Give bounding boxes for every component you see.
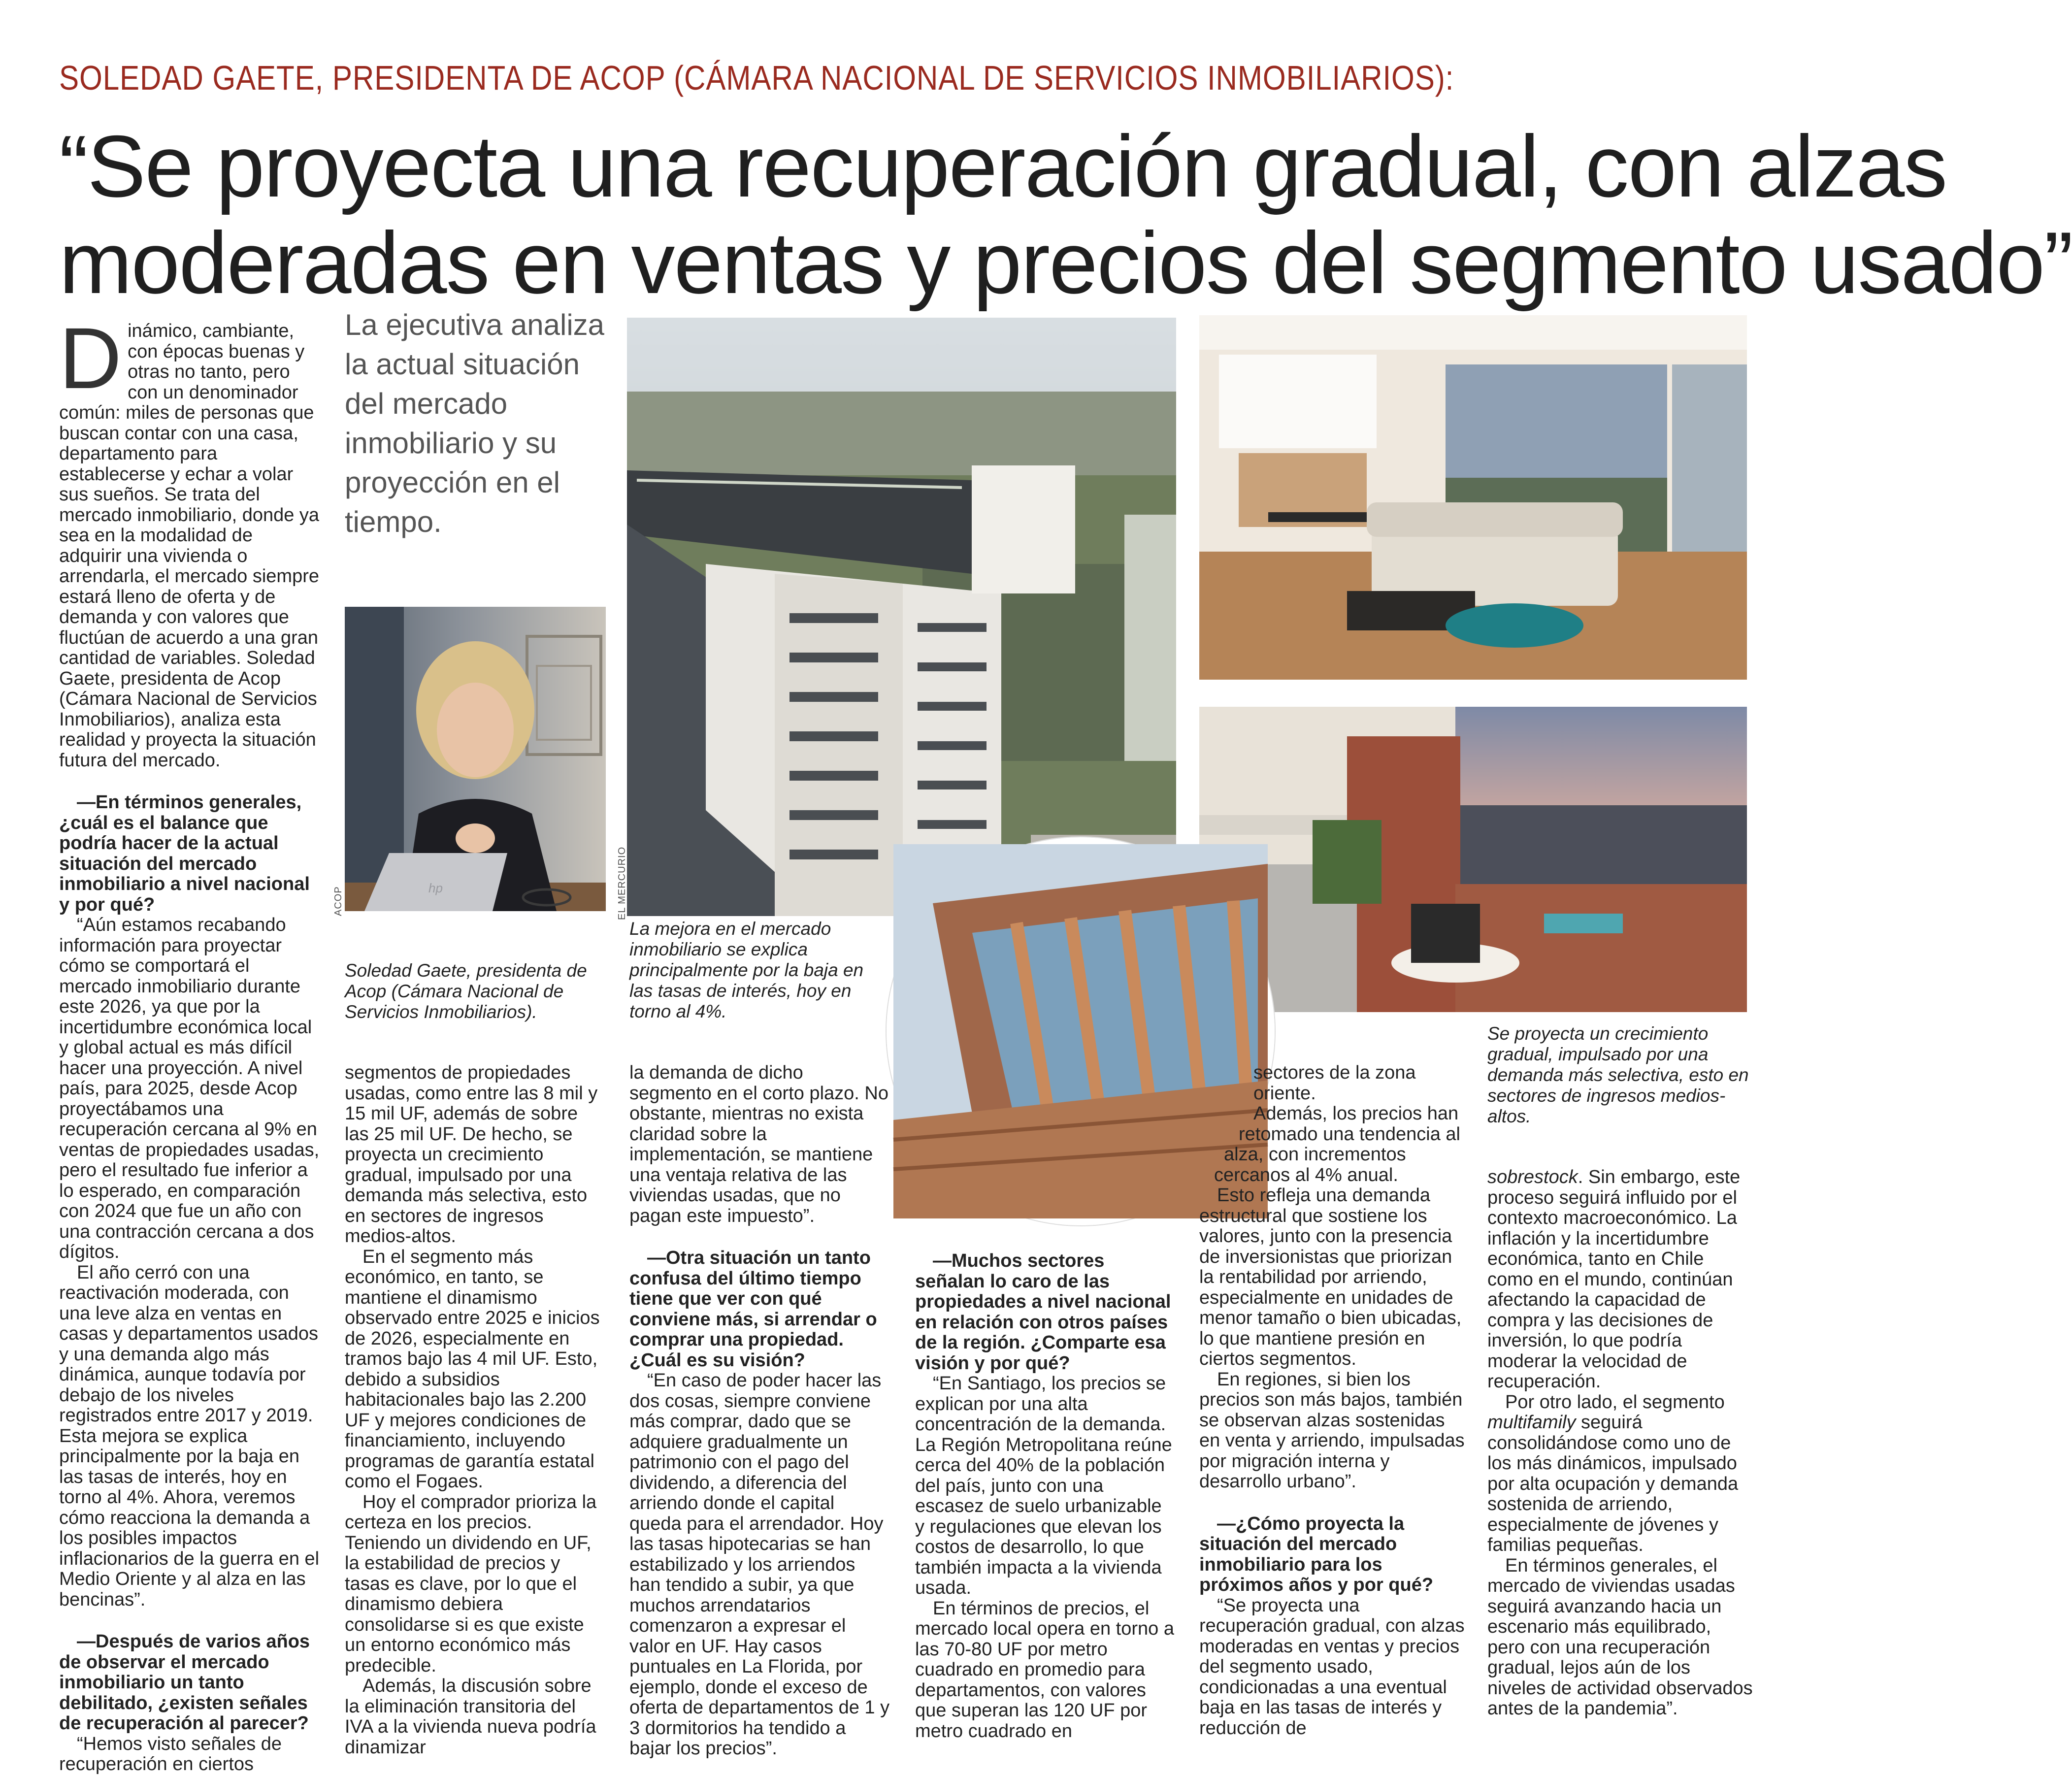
column-5 xyxy=(1199,1063,1465,1739)
question-3: —Otra situación un tanto confusa del último tiempo tiene que ver con qué conviene más, si arrendar o comprar una propiedad. ¿Cuál es su visión? xyxy=(629,1248,877,1371)
answer-4: “En Santiago, los precios se explican por una alta concentración de la demanda. La Región Metropolitana reúne cerca del 40% de la población del país, junto con una escasez de suelo urbanizable y regulaciones que elevan los costos de desarrollo, lo que también impacta a la vivienda usada. xyxy=(915,1373,1172,1598)
column-1 xyxy=(59,310,320,1775)
headline-line-1: “Se proyecta una recuperación gradual, con alzas xyxy=(59,117,1947,215)
column-6 xyxy=(1487,1167,1753,1719)
svg-text:hp: hp xyxy=(428,881,443,895)
headline-line-2: moderadas en ventas y precios del segmento usado” xyxy=(59,214,2072,312)
drop-cap: D xyxy=(59,310,122,407)
living-room-photo xyxy=(1199,315,1747,680)
col6-p1-text: . Sin embargo, este proceso seguirá influido por el contexto macroeconómico. La inflación y la incertidumbre económica, tanto en Chile como en el mundo, continúan afectando la capacidad de compra y las decisiones de inversión, lo que podría moderar la velocidad de recuperación. xyxy=(1487,1167,1741,1392)
col5-wrap-3: retomado una tendencia al xyxy=(1239,1123,1460,1145)
answer-5: “Se proyecta una recuperación gradual, con alzas moderadas en ventas y precios del segmento usado, condicionadas a una eventual baja en las tasas de interés y reducción de xyxy=(1199,1595,1465,1739)
portrait-credit: ACOP xyxy=(333,886,344,916)
col2-p3: Hoy el comprador prioriza la certeza en los precios. Teniendo un dividendo en UF, la estabilidad de precios y tasas es clave, por lo que el dinamismo debiera consolidarse si es que existe un entorno económico más predecible. xyxy=(345,1491,597,1676)
col6-p3: En términos generales, el mercado de viviendas usadas seguirá avanzando hacia un escenario más equilibrado, pero con una recuperación gradual, lejos aún de los niveles de actividad observados antes de la pandemia”. xyxy=(1487,1555,1753,1719)
col6-p2-a: Por otro lado, el segmento xyxy=(1505,1391,1725,1413)
question-2: —Después de varios años de observar el mercado inmobiliario un tanto debilitado, ¿existen señales de recuperación al parecer? xyxy=(59,1631,310,1734)
portrait-caption: Soledad Gaete, presidenta de Acop (Cámara Nacional de Servicios Inmobiliarios). xyxy=(345,960,587,1022)
col5-p1: Esto refleja una demanda estructural que sostiene los valores, junto con la presencia de inversionistas que priorizan la rentabilidad por arriendo, especialmente en unidades de menor tamaño o bien ubicadas, lo que mantiene presión en ciertos segmentos. xyxy=(1199,1185,1462,1369)
terrace-photo xyxy=(1199,707,1747,1012)
answer-1: “Aún estamos recabando información para proyectar cómo se comportará el mercado inmobiliario durante este 2026, ya que por la incertidumbre económica local y global actual es más difícil hacer una proyección. A nivel país, para 2025, desde Acop proyectábamos una recuperación cercana al 9% en ventas de propiedades usadas, pero el resultado fue inferior a lo esperado, en comparación con 2024 que fue un año con una contracción cercana a dos dígitos. xyxy=(59,915,320,1262)
kicker: SOLEDAD GAETE, PRESIDENTA DE ACOP (CÁMARA NACIONAL DE SERVICIOS INMOBILIARIOS): xyxy=(59,59,1454,97)
answer-1b: El año cerró con una reactivación moderada, con una leve alza en ventas en casas y departamentos usados y una demanda algo más dinámica, aunque todavía por debajo de los niveles registrados entre 2017 y 2019. Esta mejora se explica principalmente por la baja en las tasas de interés, hoy en torno al 4%. Ahora, veremos cómo reacciona la demanda a los posibles impactos inflacionarios de la guerra en el Medio Oriente y al alza en las bencinas”. xyxy=(59,1262,320,1610)
col5-wrap-1: sectores de la zona oriente. xyxy=(1253,1062,1416,1104)
col6-p2 xyxy=(1487,1392,1753,1556)
building-credit: EL MERCURIO xyxy=(617,846,627,920)
col6-p1 xyxy=(1487,1167,1753,1392)
question-4: —Muchos sectores señalan lo caro de las propiedades a nivel nacional en relación con otros países de la región. ¿Comparte esa visión y por qué? xyxy=(915,1250,1171,1374)
answer-3: “En caso de poder hacer las dos cosas, siempre conviene más comprar, dado que se adquiere gradualmente un patrimonio con el pago del dividendo, a diferencia del arriendo donde el capital queda para el arrendador. Hoy las tasas hipotecarias se han estabilizado y los arriendos han tendido a subir, ya que muchos arrendatarios comenzaron a expresar el valor en UF. Hay casos puntuales en La Florida, por ejemplo, donde el exceso de oferta de departamentos de 1 y 3 dormitorios ha tendido a bajar los precios”. xyxy=(629,1370,890,1759)
headline xyxy=(59,117,2072,312)
col5-wrap-2: Además, los precios han xyxy=(1253,1103,1459,1124)
lead-text: La ejecutiva analiza la actual situación del mercado inmobiliario y su proyección en el tiempo. xyxy=(345,308,605,538)
building-caption: La mejora en el mercado inmobiliario se explica principalmente por la baja en las tasas de interés, hoy en torno al 4%. xyxy=(629,919,864,1021)
answer-2-start: “Hemos visto señales de recuperación en ciertos xyxy=(59,1733,282,1775)
col6-p2-em: multifamily xyxy=(1487,1412,1576,1433)
col3-p1: la demanda de dicho segmento en el corto plazo. No obstante, mientras no exista claridad sobre la implementación, se mantiene una ventaja relativa de las viviendas usadas, que no pagan este impuesto”. xyxy=(629,1062,888,1226)
intro-text: inámico, cambiante, con épocas buenas y otras no tanto, pero con un denominador común: miles de personas que buscan contar con una casa, departamento para establecerse y echar a volar sus sueños. Se trata del mercado inmobiliario, donde ya sea en la modalidad de adquirir una vivienda o arrendarla, el mercado siempre estará lleno de oferta y de demanda y con valores que fluctúan de acuerdo a una gran cantidad de variables. Soledad Gaete, presidenta de Acop (Cámara Nacional de Servicios Inmobiliarios), analiza esta realidad y proyecta la situación futura del mercado. xyxy=(59,321,320,771)
col6-p2-b: seguirá consolidándose como uno de los más dinámicos, impulsado por alta ocupación y demanda sostenida de arriendo, especialmente de jóvenes y familias pequeñas. xyxy=(1487,1412,1739,1555)
col6-p1-em: sobrestock xyxy=(1487,1167,1578,1187)
question-1: —En términos generales, ¿cuál es el balance que podría hacer de la actual situación del mercado inmobiliario a nivel nacional y por qué? xyxy=(59,792,310,915)
terrace-caption: Se proyecta un crecimiento gradual, impulsado por una demanda más selectiva, esto en sectores de ingresos medios-altos. xyxy=(1487,1023,1749,1126)
building-photo xyxy=(627,318,1176,916)
col5-wrap-4: alza, con incrementos xyxy=(1224,1144,1406,1165)
portrait-photo xyxy=(345,607,606,911)
col2-p4: Además, la discusión sobre la eliminación transitoria del IVA a la vivienda nueva podría dinamizar xyxy=(345,1676,596,1758)
column-3 xyxy=(629,1063,890,1759)
col2-p1: segmentos de propiedades usadas, como entre las 8 mil y 15 mil UF, además de sobre las 25 mil UF. De hecho, se proyecta un crecimiento gradual, impulsado por una demanda más selectiva, esto en sectores de ingresos medios-altos. xyxy=(345,1062,598,1247)
intro-paragraph xyxy=(59,310,320,771)
column-2 xyxy=(345,1063,606,1758)
col5-wrap-5: cercanos al 4% anual. xyxy=(1214,1164,1398,1185)
column-4 xyxy=(915,1251,1176,1742)
col2-p2: En el segmento más económico, en tanto, se mantiene el dinamismo observado entre 2025 e inicios de 2026, especialmente en tramos bajo las 4 mil UF. Esto, debido a subsidios habitacionales bajo las 2.200 UF y mejores condiciones de financiamiento, incluyendo programas de garantía estatal como el Fogaes. xyxy=(345,1246,600,1492)
answer-4b: En términos de precios, el mercado local opera en torno a las 70-80 UF por metro cuadrado en promedio para departamentos, con valores que superan las 120 UF por metro cuadrado en xyxy=(915,1598,1174,1742)
question-5: —¿Cómo proyecta la situación del mercado inmobiliario para los próximos años y por qué? xyxy=(1199,1513,1434,1595)
col5-p2: En regiones, si bien los precios son más bajos, también se observan alzas sostenidas en venta y arriendo, impulsadas por migración interna y desarrollo urbano”. xyxy=(1199,1369,1465,1492)
